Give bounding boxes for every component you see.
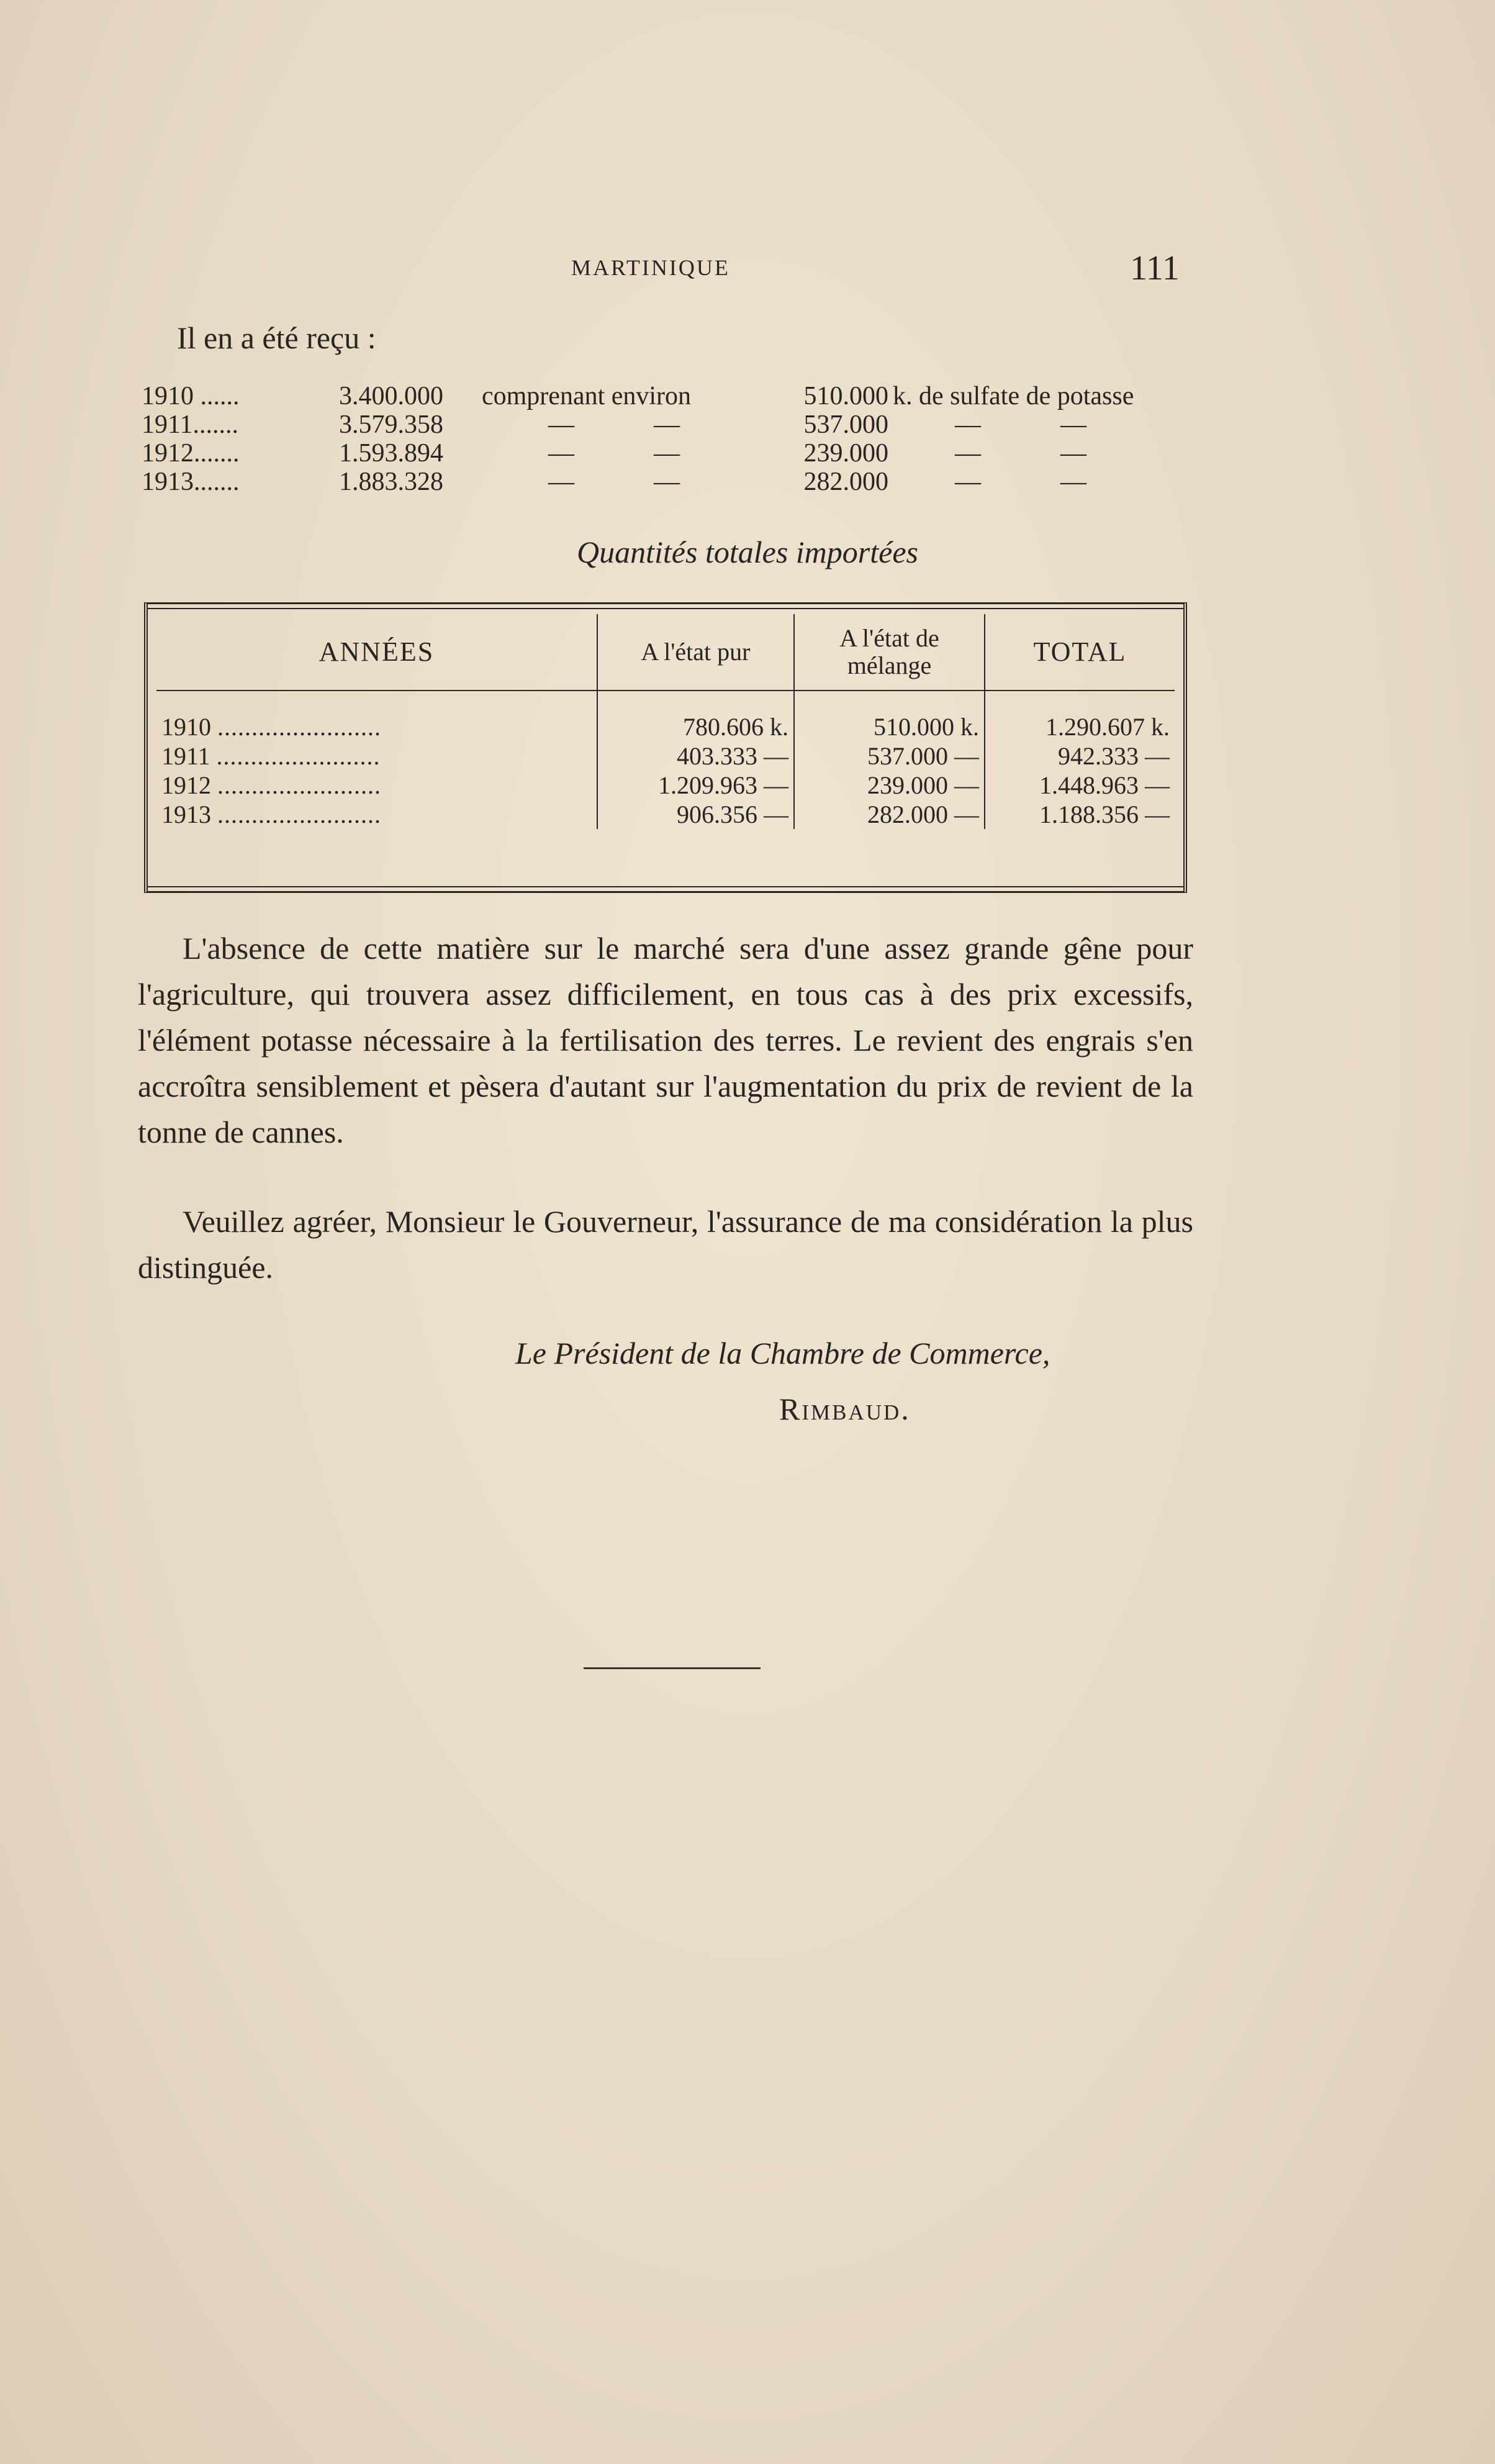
- cell-pure: 403.333 —: [597, 741, 794, 771]
- ditto-mark: —: [1060, 468, 1086, 496]
- ditto-mark: —: [654, 410, 680, 439]
- running-head: MARTINIQUE: [571, 255, 730, 280]
- row-year: 1912: [161, 771, 211, 799]
- table-row: [156, 800, 1175, 829]
- table-title: Quantités totales importées: [577, 535, 918, 569]
- row-year: 1910: [161, 713, 211, 741]
- intro-line: Il en a été reçu :: [177, 320, 376, 355]
- received-amount: 3.400.000: [339, 382, 443, 410]
- received-amount: 1.593.894: [339, 439, 443, 468]
- received-year: 1912.......: [142, 439, 240, 468]
- leader-dots: ........................: [217, 713, 381, 741]
- received-unit: k. de sulfate de potasse: [893, 382, 1134, 410]
- header-years: ANNÉES: [156, 614, 597, 691]
- cell-total: 1.290.607 k.: [985, 691, 1175, 741]
- cell-mixture: 282.000 —: [794, 800, 985, 829]
- table-row: [156, 741, 1175, 771]
- cell-mixture: 510.000 k.: [794, 691, 985, 741]
- ditto-mark: —: [1060, 439, 1086, 468]
- received-potash: 282.000: [803, 468, 888, 496]
- received-note: comprenant environ: [482, 382, 692, 410]
- received-year: 1911.......: [142, 410, 238, 439]
- cell-pure: 906.356 —: [597, 800, 794, 829]
- ditto-mark: —: [548, 468, 574, 496]
- page-number: 111: [1130, 249, 1180, 288]
- cell-mixture: 537.000 —: [794, 741, 985, 771]
- cell-mixture: 239.000 —: [794, 771, 985, 800]
- received-year: 1910 ......: [142, 382, 240, 410]
- ditto-mark: —: [548, 410, 574, 439]
- ditto-mark: —: [955, 439, 981, 468]
- cell-total: 1.188.356 —: [985, 800, 1175, 829]
- signatory-title: Le Président de la Chambre de Commerce,: [515, 1336, 1050, 1370]
- header-pure: A l'état pur: [597, 614, 794, 691]
- header-mixture: A l'état de mélange: [794, 614, 985, 691]
- end-rule: [584, 1667, 761, 1669]
- ditto-mark: —: [955, 410, 981, 439]
- ditto-mark: —: [654, 468, 680, 496]
- row-year: 1911: [161, 742, 210, 770]
- received-amount: 1.883.328: [339, 468, 443, 496]
- ditto-mark: —: [955, 468, 981, 496]
- leader-dots: ........................: [216, 742, 381, 770]
- received-year: 1913.......: [142, 468, 240, 496]
- table-row: [156, 771, 1175, 800]
- row-year: 1913: [161, 800, 211, 828]
- received-amount: 3.579.358: [339, 410, 443, 439]
- received-potash: 537.000: [803, 410, 888, 439]
- ditto-mark: —: [548, 439, 574, 468]
- cell-total: 942.333 —: [985, 741, 1175, 771]
- body-paragraph: L'absence de cette matière sur le marché sera d'une assez grande gêne pour l'agriculture, qui trouvera assez difficilement, en tous cas à des prix excessifs, l'élément potasse nécessaire à la fertilisation des terres. Le revient des engrais s'en accroîtra sensiblement et pèsera d'autant sur l'augmentation du prix de revient de la tonne de cannes.: [138, 931, 1193, 1149]
- ditto-mark: —: [1060, 410, 1086, 439]
- closing-paragraph: Veuillez agréer, Monsieur le Gouverneur, l'assurance de ma considération la plus distinguée.: [138, 1204, 1193, 1285]
- imports-table: [144, 602, 1187, 893]
- received-potash: 510.000: [803, 382, 888, 410]
- received-potash: 239.000: [803, 439, 888, 468]
- signatory-name: Rimbaud.: [779, 1392, 911, 1426]
- cell-total: 1.448.963 —: [985, 771, 1175, 800]
- cell-pure: 1.209.963 —: [597, 771, 794, 800]
- leader-dots: ........................: [217, 771, 381, 799]
- ditto-mark: —: [654, 439, 680, 468]
- leader-dots: ........................: [217, 800, 381, 828]
- header-total: TOTAL: [985, 614, 1175, 691]
- cell-pure: 780.606 k.: [597, 691, 794, 741]
- table-row: [156, 691, 1175, 741]
